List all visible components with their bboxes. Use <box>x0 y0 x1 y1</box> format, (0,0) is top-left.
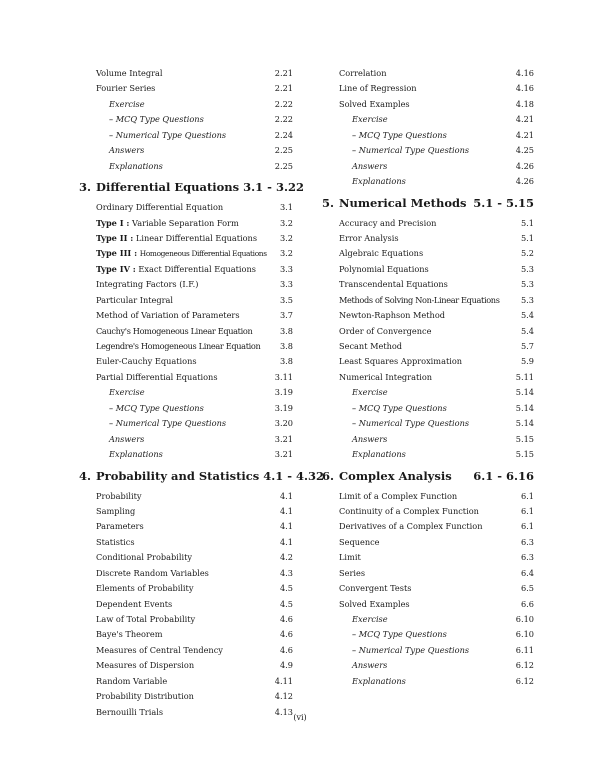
toc-right-column <box>322 66 534 689</box>
toc-page-ref: 4.16 <box>515 68 534 78</box>
toc-entry <box>79 566 293 581</box>
toc-entry <box>79 66 293 81</box>
toc-entry-label: Exercise <box>352 614 388 624</box>
toc-entry <box>322 308 534 323</box>
toc-subentry <box>322 432 534 447</box>
toc-page-ref: 4.6 <box>279 644 293 655</box>
toc-entry-label: – MCQ Type Questions <box>352 402 447 413</box>
toc-entry <box>322 519 534 534</box>
toc-chapter-probability-and-statistics <box>79 463 325 489</box>
toc-entry-label: Answers <box>109 145 145 156</box>
toc-entry-label: Conditional Probability <box>96 552 193 563</box>
toc-page-ref: 5.4 <box>520 325 534 336</box>
toc-entry-label: Sequence <box>339 536 380 547</box>
toc-page-ref: 4.1 - 4.32 <box>263 468 325 483</box>
toc-entry-label: – Numerical Type Questions <box>352 418 470 429</box>
toc-entry <box>79 231 293 246</box>
chapter-title: Differential Equations <box>96 180 240 195</box>
toc-entry <box>79 339 293 354</box>
toc-entry <box>79 612 293 627</box>
toc-page-ref: 3.19 <box>274 402 293 413</box>
toc-subentry <box>322 627 534 642</box>
toc-page-ref: 3.2 <box>279 232 293 243</box>
toc-entry-label: Probability Distribution <box>96 691 194 702</box>
toc-page-ref: 5.15 <box>515 433 534 444</box>
toc-entry <box>322 339 534 354</box>
toc-entry-label: Numerical Integration <box>339 371 433 382</box>
toc-entry <box>79 262 293 277</box>
type-prefix: Type II : <box>96 232 134 243</box>
toc-page-ref: 3.1 <box>279 202 293 213</box>
toc-entry-label: Dependent Events <box>96 598 173 609</box>
toc-entry-label: Explanations <box>352 675 406 686</box>
toc-entry <box>79 277 293 292</box>
toc-page-ref: 5.1 - 5.15 <box>473 195 534 210</box>
toc-page-ref: 5.3 <box>520 294 534 305</box>
toc-entry-label: – MCQ Type Questions <box>109 402 204 413</box>
toc-entry <box>322 81 534 96</box>
toc-entry-label: Methods of Solving Non-Linear Equations <box>339 294 500 305</box>
toc-entry-label: – MCQ Type Questions <box>352 629 447 640</box>
toc-page-ref: 6.4 <box>520 567 534 578</box>
toc-entry <box>322 324 534 339</box>
toc-entry <box>79 370 293 385</box>
toc-page-ref: 6.10 <box>515 629 534 640</box>
chapter-title: Complex Analysis <box>339 468 452 483</box>
toc-entry-label: Answers <box>352 660 388 671</box>
toc-entry-label: Transcendental Equations <box>339 279 448 290</box>
toc-page-ref: 3.5 <box>279 294 293 305</box>
toc-subentry <box>322 643 534 658</box>
type-prefix: Type I : <box>96 217 130 228</box>
toc-entry <box>322 489 534 504</box>
toc-entry-label: Explanations <box>109 160 163 171</box>
toc-page-ref: 4.6 <box>279 629 293 640</box>
toc-entry-label: Homogeneous Differential Equations <box>139 249 267 259</box>
toc-entry-label: Sampling <box>96 505 136 516</box>
toc-entry-label: Linear Differential Equations <box>135 232 258 243</box>
toc-entry <box>322 97 534 112</box>
toc-entry <box>322 354 534 369</box>
toc-subentry <box>322 112 534 127</box>
toc-entry-label: Parameters <box>96 521 144 532</box>
toc-entry <box>79 504 293 519</box>
toc-entry <box>79 81 293 96</box>
toc-entry-label: Exact Differential Equations <box>138 263 256 274</box>
toc-subentry <box>79 416 293 431</box>
toc-entry-label: Convergent Tests <box>339 583 412 594</box>
toc-page-ref: 4.1 <box>279 536 293 547</box>
toc-subentry <box>79 128 293 143</box>
toc-entry-label: Limit of a Complex Function <box>339 490 458 501</box>
toc-page-ref: 6.12 <box>515 675 534 686</box>
toc-page-ref: 5.1 <box>520 217 534 228</box>
toc-subentry <box>322 674 534 689</box>
toc-entry-label: Exercise <box>352 387 388 398</box>
chapter-number: 6. <box>322 468 335 483</box>
toc-page-ref: 6.3 <box>520 552 534 563</box>
toc-entry-label: – Numerical Type Questions <box>352 644 470 655</box>
toc-entry-label: Secant Method <box>339 341 403 351</box>
toc-chapter-complex-analysis <box>322 463 534 489</box>
toc-page-ref: 6.1 <box>520 505 534 516</box>
toc-entry <box>79 627 293 642</box>
type-prefix: Type III : <box>96 248 138 259</box>
toc-entry <box>79 324 293 339</box>
toc-page-ref: 5.7 <box>520 341 534 351</box>
toc-entry <box>79 597 293 612</box>
toc-entry <box>322 66 534 81</box>
toc-entry <box>79 489 293 504</box>
toc-page-ref: 5.4 <box>520 310 534 321</box>
toc-entry-label: Statistics <box>96 536 135 547</box>
toc-page-ref: 6.3 <box>520 536 534 547</box>
toc-entry <box>79 581 293 596</box>
toc-subentry <box>322 447 534 462</box>
toc-page-ref: 5.14 <box>515 418 534 429</box>
toc-entry-label: Line of Regression <box>339 83 417 94</box>
toc-entry <box>322 246 534 261</box>
page-number: (vi) <box>293 713 307 722</box>
chapter-title: Numerical Methods <box>339 195 467 210</box>
toc-entry-label: Baye's Theorem <box>96 629 163 640</box>
toc-entry-label: Limit <box>339 552 361 563</box>
toc-page-ref: 4.26 <box>515 160 534 171</box>
toc-page-ref: 5.14 <box>515 402 534 413</box>
toc-entry-label: Ordinary Differential Equation <box>96 202 224 213</box>
toc-entry-label: Derivatives of a Complex Function <box>339 521 483 532</box>
toc-entry-label: Series <box>339 567 366 578</box>
toc-entry <box>79 216 293 231</box>
toc-subentry <box>322 128 534 143</box>
toc-page-ref: 4.3 <box>279 567 293 578</box>
toc-entry-label: Variable Separation Form <box>132 217 239 228</box>
toc-entry-label: Method of Variation of Parameters <box>96 310 240 321</box>
toc-page-ref: 6.1 - 6.16 <box>473 468 534 483</box>
toc-page-ref: 3.3 <box>279 263 293 274</box>
toc-entry-label: – Numerical Type Questions <box>109 129 227 140</box>
toc-entry-label: Measures of Dispersion <box>96 660 195 671</box>
toc-entry <box>79 200 293 215</box>
toc-page-ref: 3.21 <box>274 433 293 444</box>
type-prefix: Type IV : <box>96 263 136 274</box>
toc-entry <box>79 658 293 673</box>
toc-page-ref: 2.21 <box>274 83 293 94</box>
toc-page-ref: 4.18 <box>515 98 534 109</box>
toc-page-ref: 3.8 <box>279 325 293 336</box>
chapter-title: Probability and Statistics <box>96 468 260 483</box>
toc-page-ref: 5.3 <box>520 279 534 290</box>
toc-page-ref: 4.11 <box>274 675 293 686</box>
toc-entry <box>322 581 534 596</box>
toc-entry-label: Explanations <box>109 449 163 460</box>
toc-page-ref: 4.9 <box>279 660 293 671</box>
toc-entry-label: – Numerical Type Questions <box>352 145 470 156</box>
toc-subentry <box>79 385 293 400</box>
toc-entry-label: Particular Integral <box>96 294 174 305</box>
toc-page-ref: 3.19 <box>274 387 293 398</box>
toc-subentry <box>322 658 534 673</box>
toc-entry-label: Answers <box>352 433 388 444</box>
toc-entry <box>322 535 534 550</box>
toc-entry-label: Least Squares Approximation <box>339 356 463 367</box>
toc-page-ref: 3.2 <box>279 248 293 259</box>
toc-subentry <box>79 447 293 462</box>
toc-entry-label: Error Analysis <box>339 232 399 243</box>
toc-page-ref: 4.1 <box>279 521 293 532</box>
toc-entry <box>322 231 534 246</box>
toc-page-ref: 3.2 <box>279 217 293 228</box>
toc-entry-label: Elements of Probability <box>96 583 194 594</box>
toc-entry <box>79 689 293 704</box>
toc-entry-label: Integrating Factors (I.F.) <box>96 279 199 290</box>
toc-page-ref: 6.1 <box>520 490 534 501</box>
toc-page-ref: 3.20 <box>274 418 293 429</box>
toc-entry-label: Exercise <box>352 114 388 125</box>
toc-entry-label: Euler-Cauchy Equations <box>96 356 197 367</box>
toc-entry-label: Correlation <box>339 68 387 78</box>
toc-subentry <box>79 401 293 416</box>
toc-page-ref: 3.8 <box>279 341 293 351</box>
toc-entry-label: Random Variable <box>96 675 168 686</box>
toc-page-ref: 2.25 <box>274 160 293 171</box>
toc-entry-label: Partial Differential Equations <box>96 371 218 382</box>
toc-subentry <box>322 159 534 174</box>
toc-page-ref: 4.2 <box>279 552 293 563</box>
toc-entry-label: Probability <box>96 490 142 501</box>
toc-entry <box>79 354 293 369</box>
toc-subentry <box>79 112 293 127</box>
toc-page-ref: 5.11 <box>515 371 534 382</box>
toc-entry-label: Solved Examples <box>339 598 410 609</box>
toc-entry-label: Answers <box>352 160 388 171</box>
toc-entry-label: Legendre's Homogeneous Linear Equation <box>96 341 261 351</box>
chapter-number: 3. <box>79 180 92 195</box>
toc-entry <box>79 246 293 261</box>
toc-page-ref: 6.12 <box>515 660 534 671</box>
toc-page-ref: 5.9 <box>520 356 534 367</box>
toc-entry <box>79 643 293 658</box>
toc-page-ref: 3.21 <box>274 449 293 460</box>
toc-entry <box>322 504 534 519</box>
toc-page-ref: 3.8 <box>279 356 293 367</box>
chapter-number: 5. <box>322 195 335 210</box>
toc-entry <box>322 277 534 292</box>
toc-page-ref: 4.13 <box>274 706 293 717</box>
toc-page-ref: 5.2 <box>520 248 534 259</box>
toc-page-ref: 5.14 <box>515 387 534 398</box>
toc-entry-label: Exercise <box>109 387 145 398</box>
toc-page-ref: 2.25 <box>274 145 293 156</box>
toc-entry <box>79 519 293 534</box>
toc-page-ref: 5.15 <box>515 449 534 460</box>
toc-entry <box>322 566 534 581</box>
toc-page-ref: 4.25 <box>515 145 534 156</box>
toc-entry <box>79 535 293 550</box>
toc-page-ref: 4.21 <box>515 129 534 140</box>
toc-entry-label: – Numerical Type Questions <box>109 418 227 429</box>
toc-page-ref: 6.1 <box>520 521 534 532</box>
toc-entry <box>79 674 293 689</box>
toc-page-ref: 3.7 <box>279 310 293 321</box>
toc-entry-label: – MCQ Type Questions <box>109 114 204 125</box>
toc-page-ref: 4.6 <box>279 614 293 624</box>
toc-subentry <box>79 432 293 447</box>
toc-page-ref: 3.3 <box>279 279 293 290</box>
toc-subentry <box>322 401 534 416</box>
toc-entry-label: Discrete Random Variables <box>96 567 209 578</box>
toc-entry-label: Explanations <box>352 176 406 187</box>
toc-entry <box>79 308 293 323</box>
toc-page-ref: 6.10 <box>515 614 534 624</box>
toc-entry-label: Fourier Series <box>96 83 156 94</box>
toc-page-ref: 4.1 <box>279 490 293 501</box>
toc-page-ref: 5.3 <box>520 263 534 274</box>
toc-entry-label: Volume Integral <box>96 68 163 78</box>
toc-entry-label: Continuity of a Complex Function <box>339 505 479 516</box>
toc-page-ref: 2.21 <box>274 68 293 78</box>
chapter-number: 4. <box>79 468 92 483</box>
toc-page-ref: 5.1 <box>520 232 534 243</box>
toc-page-ref: 3.11 <box>274 371 293 382</box>
toc-entry-label: Bernouilli Trials <box>96 706 164 717</box>
toc-entry-label: Solved Examples <box>339 98 410 109</box>
toc-entry-label: Algebraic Equations <box>339 248 424 259</box>
toc-page-ref: 6.6 <box>520 598 534 609</box>
toc-subentry <box>79 159 293 174</box>
toc-subentry <box>79 143 293 158</box>
toc-entry-label: Cauchy's Homogeneous Linear Equation <box>96 325 253 336</box>
toc-page-ref: 4.26 <box>515 176 534 187</box>
toc-page-ref: 4.1 <box>279 505 293 516</box>
toc-entry-label: Newton-Raphson Method <box>339 310 445 321</box>
toc-subentry <box>322 143 534 158</box>
toc-entry <box>79 550 293 565</box>
toc-subentry <box>322 385 534 400</box>
toc-page-ref: 6.11 <box>515 644 534 655</box>
toc-entry <box>322 216 534 231</box>
toc-entry-label: Measures of Central Tendency <box>96 644 223 655</box>
toc-page-ref: 2.22 <box>274 114 293 125</box>
toc-subentry <box>322 174 534 189</box>
toc-page-ref: 4.16 <box>515 83 534 94</box>
toc-entry <box>322 597 534 612</box>
toc-page-ref: 4.5 <box>279 598 293 609</box>
toc-page-ref: 3.1 - 3.22 <box>243 180 304 195</box>
toc-subentry <box>322 612 534 627</box>
toc-entry <box>322 550 534 565</box>
toc-entry-label: Explanations <box>352 449 406 460</box>
toc-entry-label: Accuracy and Precision <box>339 217 437 228</box>
toc-page-ref: 2.22 <box>274 98 293 109</box>
toc-subentry <box>79 97 293 112</box>
toc-page-ref: 4.21 <box>515 114 534 125</box>
toc-subentry <box>322 416 534 431</box>
toc-page-ref: 6.5 <box>520 583 534 594</box>
toc-entry <box>322 370 534 385</box>
toc-chapter-differential-equations <box>79 174 304 200</box>
toc-entry <box>322 262 534 277</box>
toc-entry <box>79 293 293 308</box>
toc-page-ref: 4.5 <box>279 583 293 594</box>
toc-page-ref: 2.24 <box>274 129 293 140</box>
toc-chapter-numerical-methods <box>322 190 534 216</box>
toc-entry-label: Answers <box>109 433 145 444</box>
toc-entry-label: – MCQ Type Questions <box>352 129 447 140</box>
toc-page-ref: 4.12 <box>274 691 293 702</box>
toc-entry-label: Polynomial Equations <box>339 263 429 274</box>
toc-entry-label: Order of Convergence <box>339 325 432 336</box>
toc-entry <box>322 293 534 308</box>
toc-entry-label: Law of Total Probability <box>96 614 196 624</box>
toc-entry-label: Exercise <box>109 98 145 109</box>
